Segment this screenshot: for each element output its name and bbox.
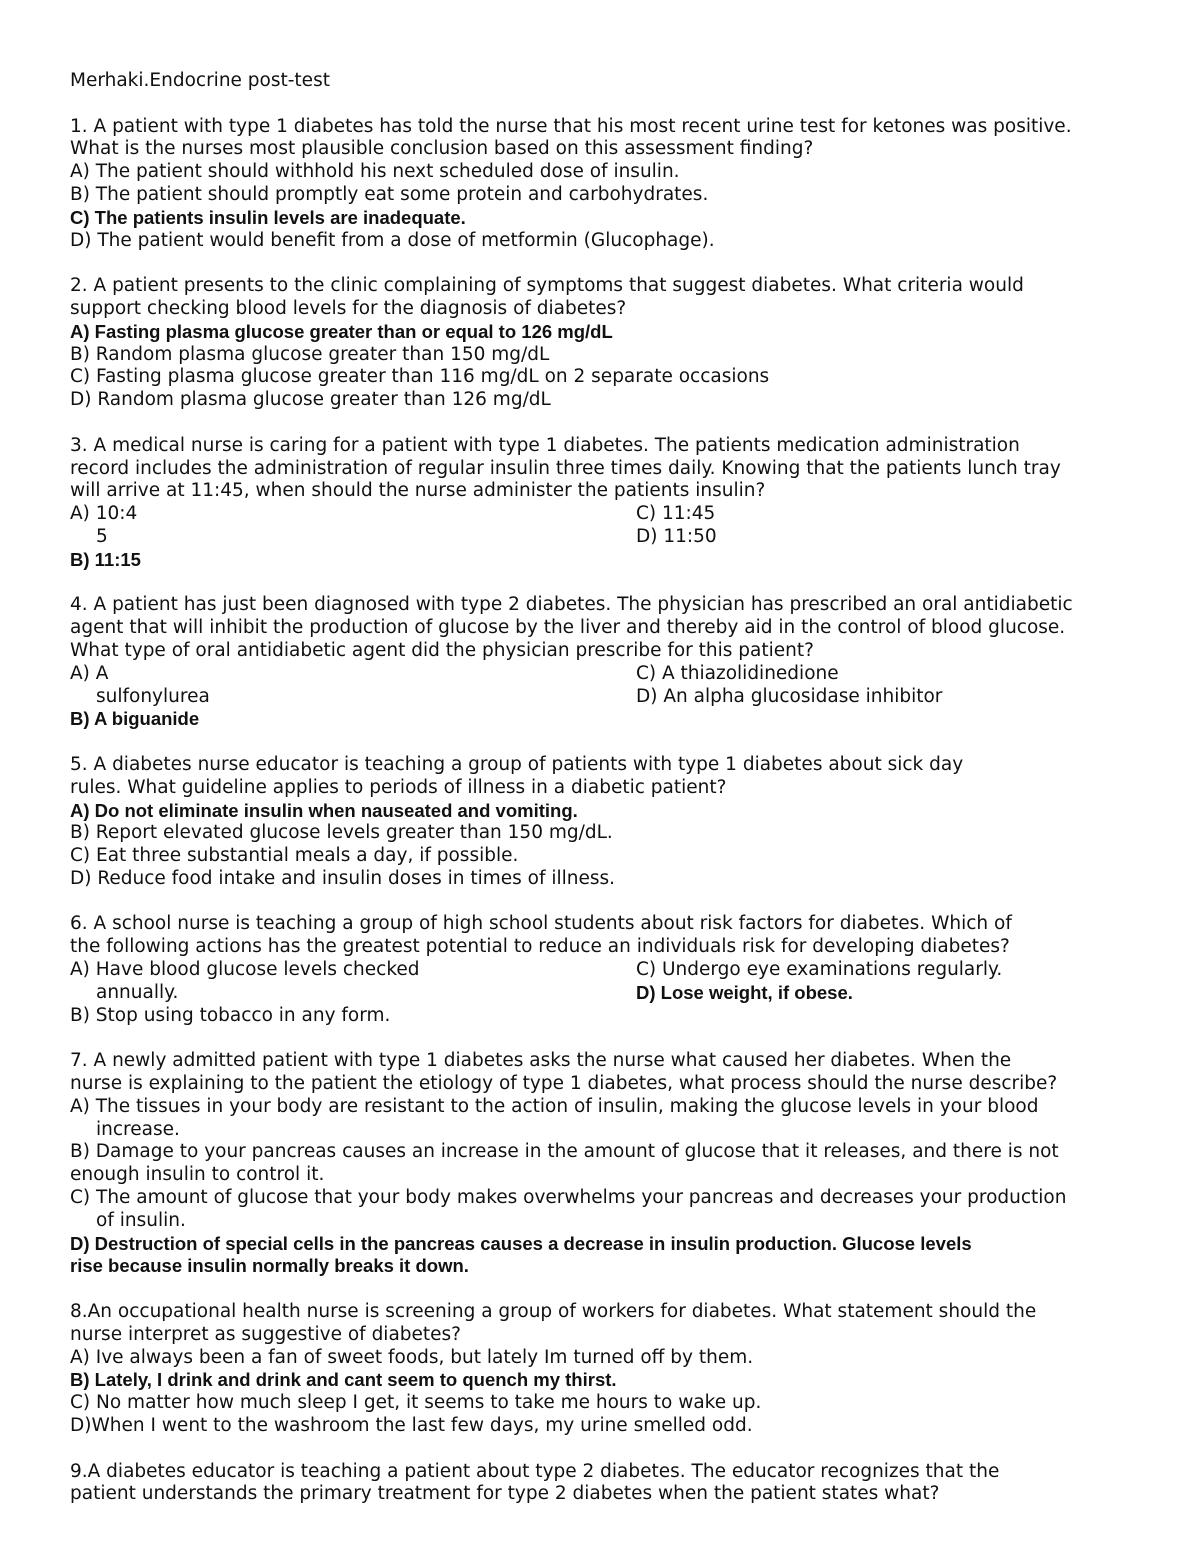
option-a: A) Have blood glucose levels checked bbox=[70, 959, 420, 981]
option-a: A) A bbox=[70, 662, 109, 684]
option-c: C) 11:45 bbox=[636, 503, 716, 525]
option-b: B) Report elevated glucose levels greater than 150 mg/dL. bbox=[70, 822, 613, 844]
question-stem: 7. A newly admitted patient with type 1 diabetes asks the nurse what caused her diabetes. When the bbox=[70, 1050, 1012, 1072]
question-stem: 1. A patient with type 1 diabetes has told the nurse that his most recent urine test for ketones was positive. bbox=[70, 115, 1072, 137]
spacer bbox=[70, 891, 1150, 914]
question-stem: 5. A diabetes nurse educator is teaching a group of patients with type 1 diabetes about sick day bbox=[70, 753, 964, 775]
option-a: A) 10:4 bbox=[70, 503, 138, 525]
question-stem: 6. A school nurse is teaching a group of high school students about risk factors for diabetes. Which of bbox=[70, 913, 1012, 935]
option-d: D) The patient would benefit from a dose of metformin (Glucophage). bbox=[70, 229, 715, 251]
question-stem: nurse interpret as suggestive of diabetes? bbox=[70, 1323, 462, 1345]
correct-answer-a: A) Do not eliminate insulin when nauseated and vomiting. bbox=[70, 799, 578, 821]
spacer bbox=[70, 1027, 1150, 1050]
option-a: A) Ive always been a fan of sweet foods, but lately Im turned off by them. bbox=[70, 1346, 754, 1368]
question-stem: 9.A diabetes educator is teaching a patient about type 2 diabetes. The educator recognizes that the bbox=[70, 1460, 1000, 1482]
question-stem: nurse is explaining to the patient the etiology of type 1 diabetes, what process should the nurse describe? bbox=[70, 1073, 1058, 1095]
option-b: B) The patient should promptly eat some protein and carbohydrates. bbox=[70, 183, 709, 205]
option-c: C) No matter how much sleep I get, it seems to take me hours to wake up. bbox=[70, 1392, 762, 1414]
question-2 bbox=[70, 275, 1150, 412]
correct-answer-d-continued: rise because insulin normally breaks it down. bbox=[70, 1255, 469, 1277]
option-d: D) Random plasma glucose greater than 126 mg/dL bbox=[70, 389, 551, 411]
option-c: C) Fasting plasma glucose greater than 116 mg/dL on 2 separate occasions bbox=[70, 366, 770, 388]
correct-answer-b: B) A biguanide bbox=[70, 708, 200, 730]
option-a: A) The patient should withhold his next scheduled dose of insulin. bbox=[70, 161, 680, 183]
question-3 bbox=[70, 435, 1150, 572]
option-a-continued: 5 bbox=[96, 525, 108, 547]
question-5 bbox=[70, 754, 1150, 891]
spacer bbox=[70, 572, 1150, 595]
question-stem: will arrive at 11:45, when should the nurse administer the patients insulin? bbox=[70, 480, 766, 502]
option-b-continued: enough insulin to control it. bbox=[70, 1164, 325, 1186]
question-stem: record includes the administration of regular insulin three times daily. Knowing that the patients lunch tray bbox=[70, 457, 1061, 479]
option-a-continued: sulfonylurea bbox=[96, 685, 210, 707]
question-stem: patient understands the primary treatment for type 2 diabetes when the patient states what? bbox=[70, 1483, 940, 1505]
question-stem: What is the nurses most plausible conclusion based on this assessment finding? bbox=[70, 138, 814, 160]
question-stem: agent that will inhibit the production of glucose by the liver and thereby aid in the control of blood glucose. bbox=[70, 617, 1066, 639]
option-b: B) Damage to your pancreas causes an increase in the amount of glucose that it releases, and there is not bbox=[70, 1141, 1059, 1163]
question-stem: 3. A medical nurse is caring for a patient with type 1 diabetes. The patients medication administration bbox=[70, 434, 1020, 456]
option-a: A) The tissues in your body are resistant to the action of insulin, making the glucose levels in your blood bbox=[70, 1095, 1039, 1117]
option-c: C) The amount of glucose that your body makes overwhelms your pancreas and decreases your production bbox=[70, 1187, 1067, 1209]
question-stem: 4. A patient has just been diagnosed with type 2 diabetes. The physician has prescribed an oral antidiabetic bbox=[70, 594, 1073, 616]
question-stem: 8.An occupational health nurse is screening a group of workers for diabetes. What statement should the bbox=[70, 1301, 1037, 1323]
spacer bbox=[70, 412, 1150, 435]
question-stem: support checking blood levels for the diagnosis of diabetes? bbox=[70, 297, 627, 319]
question-1 bbox=[70, 116, 1150, 253]
question-4 bbox=[70, 594, 1150, 731]
option-a-continued: increase. bbox=[96, 1118, 180, 1140]
option-a-continued: annually. bbox=[96, 981, 179, 1003]
option-d: D) An alpha glucosidase inhibitor bbox=[636, 685, 943, 707]
correct-answer-b: B) 11:15 bbox=[70, 548, 141, 570]
option-d: D)When I went to the washroom the last few days, my urine smelled odd. bbox=[70, 1415, 753, 1437]
options-row bbox=[70, 503, 1150, 526]
correct-answer-d: D) Destruction of special cells in the pancreas causes a decrease in insulin production. Glucose levels bbox=[70, 1232, 972, 1254]
spacer bbox=[70, 1438, 1150, 1461]
options-row bbox=[70, 982, 1150, 1005]
question-9 bbox=[70, 1461, 1150, 1507]
question-stem: the following actions has the greatest potential to reduce an individuals risk for developing diabetes? bbox=[70, 936, 1010, 958]
document-title: Merhaki.Endocrine post-test bbox=[70, 70, 330, 91]
option-d: D) Reduce food intake and insulin doses in times of illness. bbox=[70, 867, 616, 889]
option-c-continued: of insulin. bbox=[96, 1209, 186, 1231]
option-c: C) A thiazolidinedione bbox=[636, 662, 839, 684]
question-stem: 2. A patient presents to the clinic complaining of symptoms that suggest diabetes. What criteria would bbox=[70, 275, 1024, 297]
question-6 bbox=[70, 913, 1150, 1027]
option-c: C) Undergo eye examinations regularly. bbox=[636, 959, 1003, 981]
question-7 bbox=[70, 1050, 1150, 1278]
document-page bbox=[70, 70, 1150, 1506]
options-row bbox=[70, 686, 1150, 709]
correct-answer-a: A) Fasting plasma glucose greater than or equal to 126 mg/dL bbox=[70, 320, 613, 342]
option-c: C) Eat three substantial meals a day, if possible. bbox=[70, 845, 519, 867]
correct-answer-c: C) The patients insulin levels are inadequate. bbox=[70, 206, 466, 228]
option-d: D) 11:50 bbox=[636, 525, 717, 547]
option-b: B) Random plasma glucose greater than 150 mg/dL bbox=[70, 343, 550, 365]
options-row bbox=[70, 663, 1150, 686]
spacer bbox=[70, 731, 1150, 754]
spacer bbox=[70, 1278, 1150, 1301]
options-row bbox=[70, 526, 1150, 549]
question-stem: rules. What guideline applies to periods of illness in a diabetic patient? bbox=[70, 776, 727, 798]
question-stem: What type of oral antidiabetic agent did the physician prescribe for this patient? bbox=[70, 639, 814, 661]
correct-answer-d: D) Lose weight, if obese. bbox=[636, 981, 853, 1003]
spacer bbox=[70, 252, 1150, 275]
correct-answer-b: B) Lately, I drink and drink and cant seem to quench my thirst. bbox=[70, 1369, 617, 1391]
options-row bbox=[70, 959, 1150, 982]
option-b: B) Stop using tobacco in any form. bbox=[70, 1004, 391, 1026]
question-8 bbox=[70, 1301, 1150, 1438]
spacer bbox=[70, 93, 1150, 116]
